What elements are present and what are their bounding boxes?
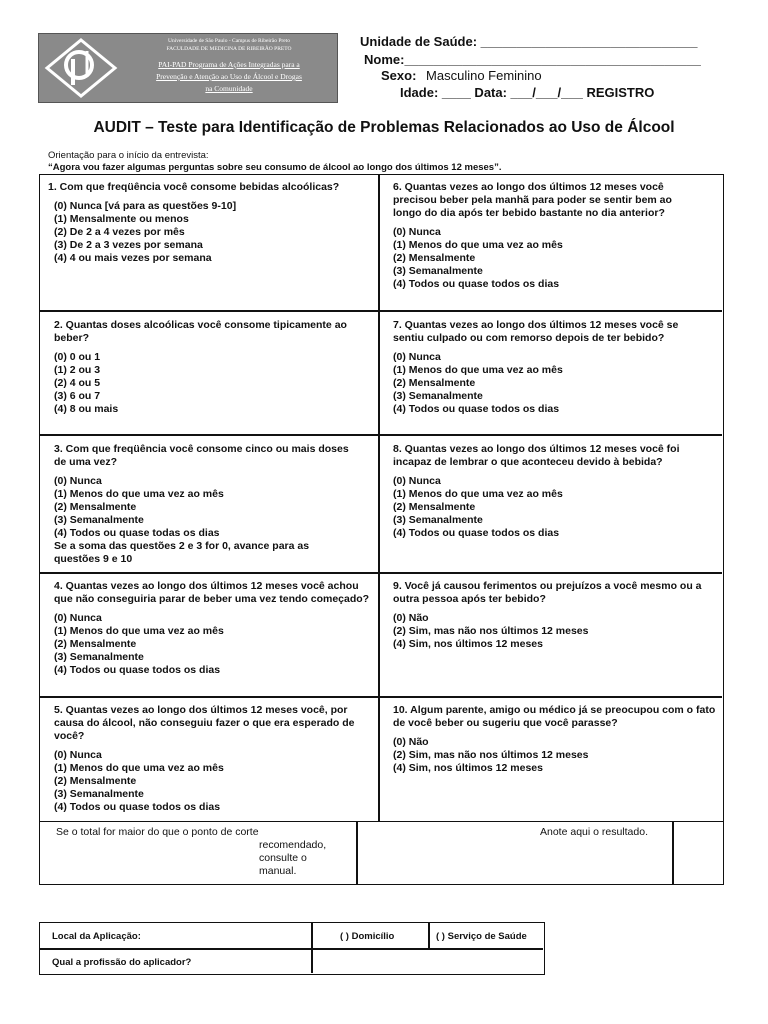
question-text: 7. Quantas vezes ao longo dos últimos 12 meses você se sentiu culpado ou com remorso depois de ter bebido? <box>393 319 679 344</box>
question-text: 10. Algum parente, amigo ou médico já se preocupou com o fato de você beber ou sugeriu que você parasse? <box>393 704 716 729</box>
sexo-label: Sexo: <box>381 68 417 83</box>
answer-option[interactable]: (2) Mensalmente <box>393 377 476 389</box>
answer-option[interactable]: (1) Menos do que uma vez ao mês <box>54 625 224 637</box>
question-5 <box>54 704 374 814</box>
answer-option[interactable]: (0) Nunca [vá para as questões 9-10] <box>54 200 237 212</box>
local-aplicacao-label: Local da Aplicação: <box>52 931 141 942</box>
result-divider <box>356 821 358 884</box>
answer-option[interactable]: (0) Não <box>393 736 429 748</box>
question-10 <box>393 704 719 775</box>
question-text: 3. Com que freqüência você consome cinco ou mais doses de uma vez? <box>54 443 349 468</box>
answer-option[interactable]: (3) Semanalmente <box>393 514 483 526</box>
question-1 <box>48 181 374 265</box>
nome-field[interactable]: Nome:_________________________________________ <box>364 52 701 67</box>
logo-university: Universidade de São Paulo - Campus de Ribeirão Preto <box>168 38 290 44</box>
application-col-divider <box>428 923 430 948</box>
logo-program-2: Prevenção e Atenção ao Uso de Álcool e Drogas <box>156 72 302 81</box>
servico-saude-option[interactable]: ( ) Serviço de Saúde <box>436 931 527 942</box>
question-8 <box>393 443 703 540</box>
answer-option[interactable]: (4) Todos ou quase todos os dias <box>54 801 221 813</box>
answer-option[interactable]: (2) Mensalmente <box>54 775 137 787</box>
result-note: Anote aqui o resultado. <box>540 826 648 838</box>
answer-option[interactable]: (1) Menos do que uma vez ao mês <box>393 488 563 500</box>
answer-option[interactable]: (4) Todos ou quase todos os dias <box>393 527 560 539</box>
answer-option[interactable]: (1) Menos do que uma vez ao mês <box>393 239 563 251</box>
interview-prompt: “Agora vou fazer algumas perguntas sobre seu consumo de álcool ao longo dos últimos 12 meses”. <box>48 162 502 173</box>
grid-row-divider <box>40 434 722 436</box>
grid-column-divider <box>378 175 380 821</box>
answer-option[interactable]: (1) Menos do que uma vez ao mês <box>393 364 563 376</box>
grid-row-divider <box>40 572 722 574</box>
grid-row-divider <box>40 310 722 312</box>
answer-option[interactable]: (3) Semanalmente <box>54 514 144 526</box>
answer-option[interactable]: (2) De 2 a 4 vezes por mês <box>54 226 185 238</box>
answer-option[interactable]: (0) 0 ou 1 <box>54 351 101 363</box>
question-text: 1. Com que freqüência você consome bebidas alcoólicas? <box>48 181 340 193</box>
page-title: AUDIT – Teste para Identificação de Problemas Relacionados ao Uso de Álcool <box>93 119 675 136</box>
result-entry-box[interactable] <box>674 821 722 884</box>
question-text: 6. Quantas vezes ao longo dos últimos 12 meses você precisou beber pela manhã para poder se sentir bem ao longo do dia após ter bebido bastante no dia anterior? <box>393 181 672 219</box>
answer-option[interactable]: (4) Todos ou quase todas os dias <box>54 527 220 539</box>
application-row-divider <box>40 948 543 950</box>
answer-option[interactable]: (4) 8 ou mais <box>54 403 119 415</box>
answer-option[interactable]: (4) Sim, nos últimos 12 meses <box>393 638 543 650</box>
answer-option[interactable]: (2) Mensalmente <box>54 638 137 650</box>
answer-option[interactable]: (1) Menos do que uma vez ao mês <box>54 488 224 500</box>
answer-option[interactable]: (4) Todos ou quase todos os dias <box>393 403 560 415</box>
answer-option[interactable]: (2) 4 ou 5 <box>54 377 101 389</box>
institution-logo <box>38 33 338 103</box>
answer-option[interactable]: (2) Sim, mas não nos últimos 12 meses <box>393 625 589 637</box>
answer-option[interactable]: (2) Mensalmente <box>393 501 476 513</box>
question-2 <box>54 319 370 416</box>
question-text: 5. Quantas vezes ao longo dos últimos 12 meses você, por causa do álcool, não conseguiu fazer o que era esperado de você? <box>54 704 355 742</box>
answer-option[interactable]: (1) 2 ou 3 <box>54 364 101 376</box>
answer-option[interactable]: (4) 4 ou mais vezes por semana <box>54 252 212 264</box>
answer-option[interactable]: (3) Semanalmente <box>54 788 144 800</box>
answer-option[interactable]: (3) De 2 a 3 vezes por semana <box>54 239 203 251</box>
answer-option[interactable]: (0) Nunca <box>393 351 441 363</box>
answer-option[interactable]: (0) Nunca <box>393 475 441 487</box>
question-text: 4. Quantas vezes ao longo dos últimos 12 meses você achou que não conseguiria parar de beber uma vez tendo começado? <box>54 580 370 605</box>
cutoff-instruction-4: manual. <box>259 865 297 877</box>
answer-option[interactable]: (4) Todos ou quase todos os dias <box>54 664 221 676</box>
answer-option[interactable]: (2) Mensalmente <box>393 252 476 264</box>
answer-option[interactable]: (3) Semanalmente <box>393 265 483 277</box>
answer-option[interactable]: (4) Todos ou quase todos os dias <box>393 278 560 290</box>
cutoff-instruction: Se o total for maior do que o ponto de corte <box>56 826 259 838</box>
answer-option[interactable]: (2) Mensalmente <box>54 501 137 513</box>
pai-pad-logo-icon <box>43 37 119 99</box>
sexo-options[interactable]: Masculino Feminino <box>426 68 542 83</box>
question-text: 8. Quantas vezes ao longo dos últimos 12 meses você foi incapaz de lembrar o que aconteceu devido à bebida? <box>393 443 680 468</box>
answer-option[interactable]: (0) Nunca <box>393 226 441 238</box>
answer-option[interactable]: (1) Mensalmente ou menos <box>54 213 189 225</box>
questions-grid <box>39 174 724 822</box>
cutoff-instruction-2: recomendado, <box>259 839 327 851</box>
question-7 <box>393 319 703 416</box>
logo-program: PAI-PAD Programa de Ações Integradas para a <box>158 60 300 69</box>
question-text: 9. Você já causou ferimentos ou prejuízos a você mesmo ou a outra pessoa após ter bebido? <box>393 580 702 605</box>
cutoff-instruction-3: consulte o <box>259 852 307 864</box>
question-text: 2. Quantas doses alcoólicas você consome tipicamente ao beber? <box>54 319 347 344</box>
profissao-aplicador-label: Qual a profissão do aplicador? <box>52 957 192 968</box>
result-row <box>39 821 724 885</box>
answer-option[interactable]: (2) Sim, mas não nos últimos 12 meses <box>393 749 589 761</box>
profissao-aplicador-field[interactable] <box>314 951 542 973</box>
answer-option[interactable]: (1) Menos do que uma vez ao mês <box>54 762 224 774</box>
orientation-label: Orientação para o início da entrevista: <box>48 150 209 161</box>
answer-option[interactable]: (3) 6 ou 7 <box>54 390 101 402</box>
answer-option[interactable]: (0) Nunca <box>54 749 102 761</box>
application-table <box>39 922 545 975</box>
answer-option[interactable]: (0) Nunca <box>54 475 102 487</box>
logo-program-3: na Comunidade <box>205 84 253 93</box>
question-3 <box>54 443 354 566</box>
idade-data-registro-field[interactable]: Idade: ____ Data: ___/___/___ REGISTRO <box>400 85 655 100</box>
logo-faculty: FACULDADE DE MEDICINA DE RIBEIRÃO PRETO <box>166 46 292 52</box>
question-9 <box>393 580 718 651</box>
domicilio-option[interactable]: ( ) Domicílio <box>340 931 395 942</box>
question-4 <box>54 580 370 677</box>
answer-option[interactable]: (3) Semanalmente <box>393 390 483 402</box>
application-col-divider <box>311 923 313 973</box>
unidade-saude-field[interactable]: Unidade de Saúde: ______________________________ <box>360 34 698 49</box>
grid-row-divider <box>40 696 722 698</box>
answer-option[interactable]: (4) Sim, nos últimos 12 meses <box>393 762 543 774</box>
answer-option[interactable]: (0) Nunca <box>54 612 102 624</box>
question-6 <box>393 181 693 291</box>
answer-option[interactable]: (3) Semanalmente <box>54 651 144 663</box>
answer-option[interactable]: (0) Não <box>393 612 429 624</box>
skip-instruction: Se a soma das questões 2 e 3 for 0, avance para as questões 9 e 10 <box>54 540 310 565</box>
sexo-field[interactable] <box>381 68 542 83</box>
